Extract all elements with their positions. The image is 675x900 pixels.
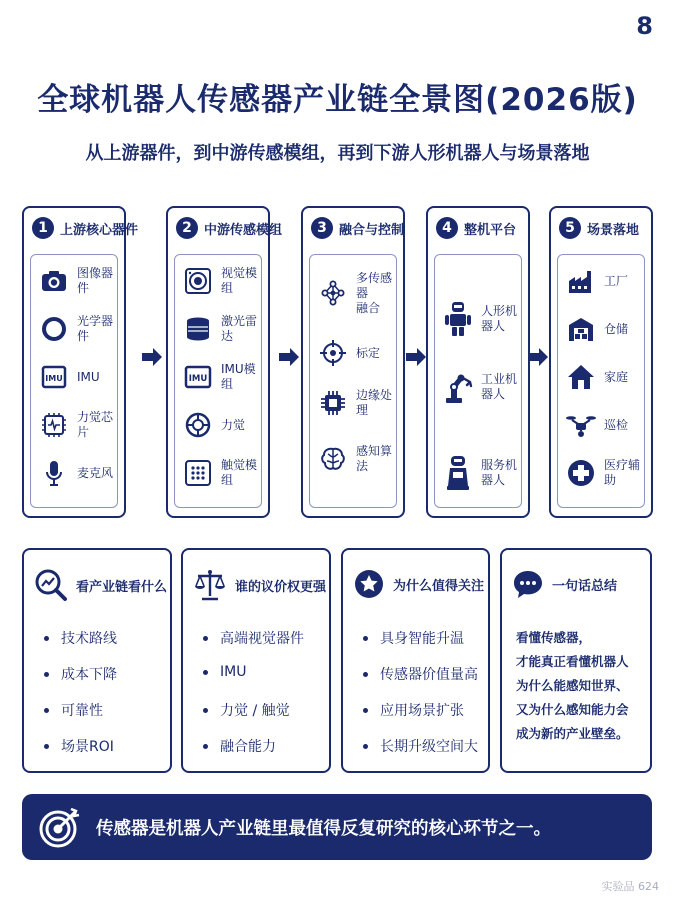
page-title: 全球机器人传感器产业链全景图(2026版) (37, 82, 638, 118)
lens-icon (39, 314, 69, 344)
target-arrow-icon (38, 805, 82, 849)
item-label: 医疗辅助 (604, 458, 641, 487)
item-label: 图像器件 (77, 266, 114, 295)
list-item (566, 359, 640, 395)
column-scenarios (549, 206, 653, 518)
list-item: 技术路线 (44, 628, 117, 648)
list-item (318, 335, 392, 371)
flow-arrow-icon (526, 345, 550, 369)
list-item: 传感器价值量高 (363, 664, 478, 684)
list-item (183, 407, 257, 443)
humanoid-robot-icon (443, 304, 473, 334)
list-item: 具身智能升温 (363, 628, 464, 648)
flow-arrow-icon (277, 345, 301, 369)
item-label: 感知算法 (356, 444, 393, 473)
list-item (39, 311, 113, 347)
item-label: 激光雷达 (221, 314, 258, 343)
microphone-icon (39, 458, 69, 488)
item-label: IMU模组 (221, 362, 256, 391)
item-label: 家庭 (604, 369, 629, 384)
imu-chip-icon (39, 362, 69, 392)
flow-arrow-icon (404, 345, 428, 369)
column-upstream (22, 206, 139, 518)
box-what-to-watch (22, 548, 172, 773)
list-item (318, 385, 392, 421)
item-label: 工业机器人 (481, 372, 518, 401)
list-item: 应用场景扩张 (363, 700, 464, 720)
list-item (39, 359, 113, 395)
step-number: 3 (311, 217, 333, 239)
list-item (443, 451, 517, 495)
item-label: 人形机器人 (481, 304, 518, 333)
factory-icon (566, 266, 596, 296)
vision-module-icon (183, 266, 213, 296)
box-title: 一句话总结 (552, 578, 618, 594)
column-title: 整机平台 (464, 222, 517, 238)
home-icon (566, 362, 596, 392)
list-item (39, 455, 113, 491)
star-badge-icon (353, 568, 385, 600)
watermark: 实验品 624 (601, 880, 659, 893)
list-item (443, 297, 517, 341)
summary-line: 才能真正看懂机器人 (516, 654, 629, 669)
item-label: 服务机器人 (481, 458, 518, 487)
item-label: 力觉芯片 (77, 410, 114, 439)
imu-module-icon (183, 362, 213, 392)
warehouse-icon (566, 314, 596, 344)
banner-text: 传感器是机器人产业链里最值得反复研究的核心环节之一。 (96, 818, 551, 839)
list-item: IMU (203, 664, 246, 680)
summary-line: 看懂传感器， (516, 630, 592, 645)
list-item (566, 455, 640, 491)
list-item (318, 441, 392, 477)
list-item (566, 311, 640, 347)
list-item: 融合能力 (203, 736, 276, 756)
page-number: 8 (636, 12, 653, 40)
list-item: 力觉 / 触觉 (203, 700, 290, 720)
industrial-arm-icon (443, 372, 473, 402)
box-title: 看产业链看什么 (76, 579, 168, 595)
list-item (566, 407, 640, 443)
box-summary (500, 548, 652, 773)
summary-line: 成为新的产业壁垒。 (516, 726, 629, 741)
list-item: 可靠性 (44, 700, 103, 720)
box-why-watch (341, 548, 490, 773)
column-title: 融合与控制 (339, 222, 405, 238)
list-item (39, 263, 113, 299)
chat-bubble-icon (512, 568, 544, 600)
item-label: 巡检 (604, 417, 629, 432)
brain-icon (318, 444, 348, 474)
item-label: 边缘处理 (356, 388, 393, 417)
list-item: 高端视觉器件 (203, 628, 304, 648)
item-label: IMU (77, 369, 100, 384)
service-robot-icon (443, 458, 473, 488)
drone-icon (566, 410, 596, 440)
scale-icon (193, 568, 227, 602)
force-chip-icon (39, 410, 69, 440)
list-item (318, 271, 392, 315)
flow-arrow-icon (140, 345, 164, 369)
camera-icon (39, 266, 69, 296)
page-subtitle: 从上游器件，到中游传感模组，再到下游人形机器人与场景落地 (85, 143, 590, 164)
summary-line: 又为什么感知能力会 (516, 702, 629, 717)
item-label: 力觉 (221, 417, 246, 432)
force-icon (183, 410, 213, 440)
item-label: 工厂 (604, 273, 629, 288)
column-title: 上游核心器件 (60, 222, 139, 238)
item-label: 麦克风 (77, 465, 114, 480)
step-number: 2 (176, 217, 198, 239)
box-title: 谁的议价权更强 (235, 579, 327, 595)
svg-text:IMU: IMU (45, 374, 63, 383)
step-number: 5 (559, 217, 581, 239)
lidar-icon (183, 314, 213, 344)
item-label: 触觉模组 (221, 458, 258, 487)
list-item (39, 407, 113, 443)
item-label: 光学器件 (77, 314, 114, 343)
item-label: 仓储 (604, 321, 629, 336)
column-title: 中游传感模组 (204, 222, 283, 238)
list-item: 成本下降 (44, 664, 117, 684)
list-item: 长期升级空间大 (363, 736, 478, 756)
column-title: 场景落地 (587, 222, 640, 238)
fusion-network-icon (318, 278, 348, 308)
box-bargaining-power (181, 548, 331, 773)
list-item: 场景ROI (44, 736, 114, 756)
processor-icon (318, 388, 348, 418)
column-midstream (166, 206, 283, 518)
medical-cross-icon (566, 458, 596, 488)
step-number: 4 (436, 217, 458, 239)
list-item (443, 365, 517, 409)
tactile-icon (183, 458, 213, 488)
step-number: 1 (32, 217, 54, 239)
svg-text:IMU: IMU (188, 374, 208, 384)
conclusion-banner (22, 794, 652, 860)
chart-magnifier-icon (34, 568, 68, 602)
item-label: 视觉模组 (221, 266, 258, 295)
list-item (183, 311, 257, 347)
list-item (566, 263, 640, 299)
item-label: 多传感器 融合 (356, 270, 393, 315)
column-fusion-control (301, 206, 405, 518)
target-icon (318, 338, 348, 368)
summary-line: 为什么能感知世界、 (516, 678, 629, 693)
column-platforms (426, 206, 530, 518)
box-title: 为什么值得关注 (393, 578, 485, 594)
list-item (183, 455, 257, 491)
list-item (183, 263, 257, 299)
list-item (183, 359, 257, 395)
item-label: 标定 (356, 345, 381, 360)
